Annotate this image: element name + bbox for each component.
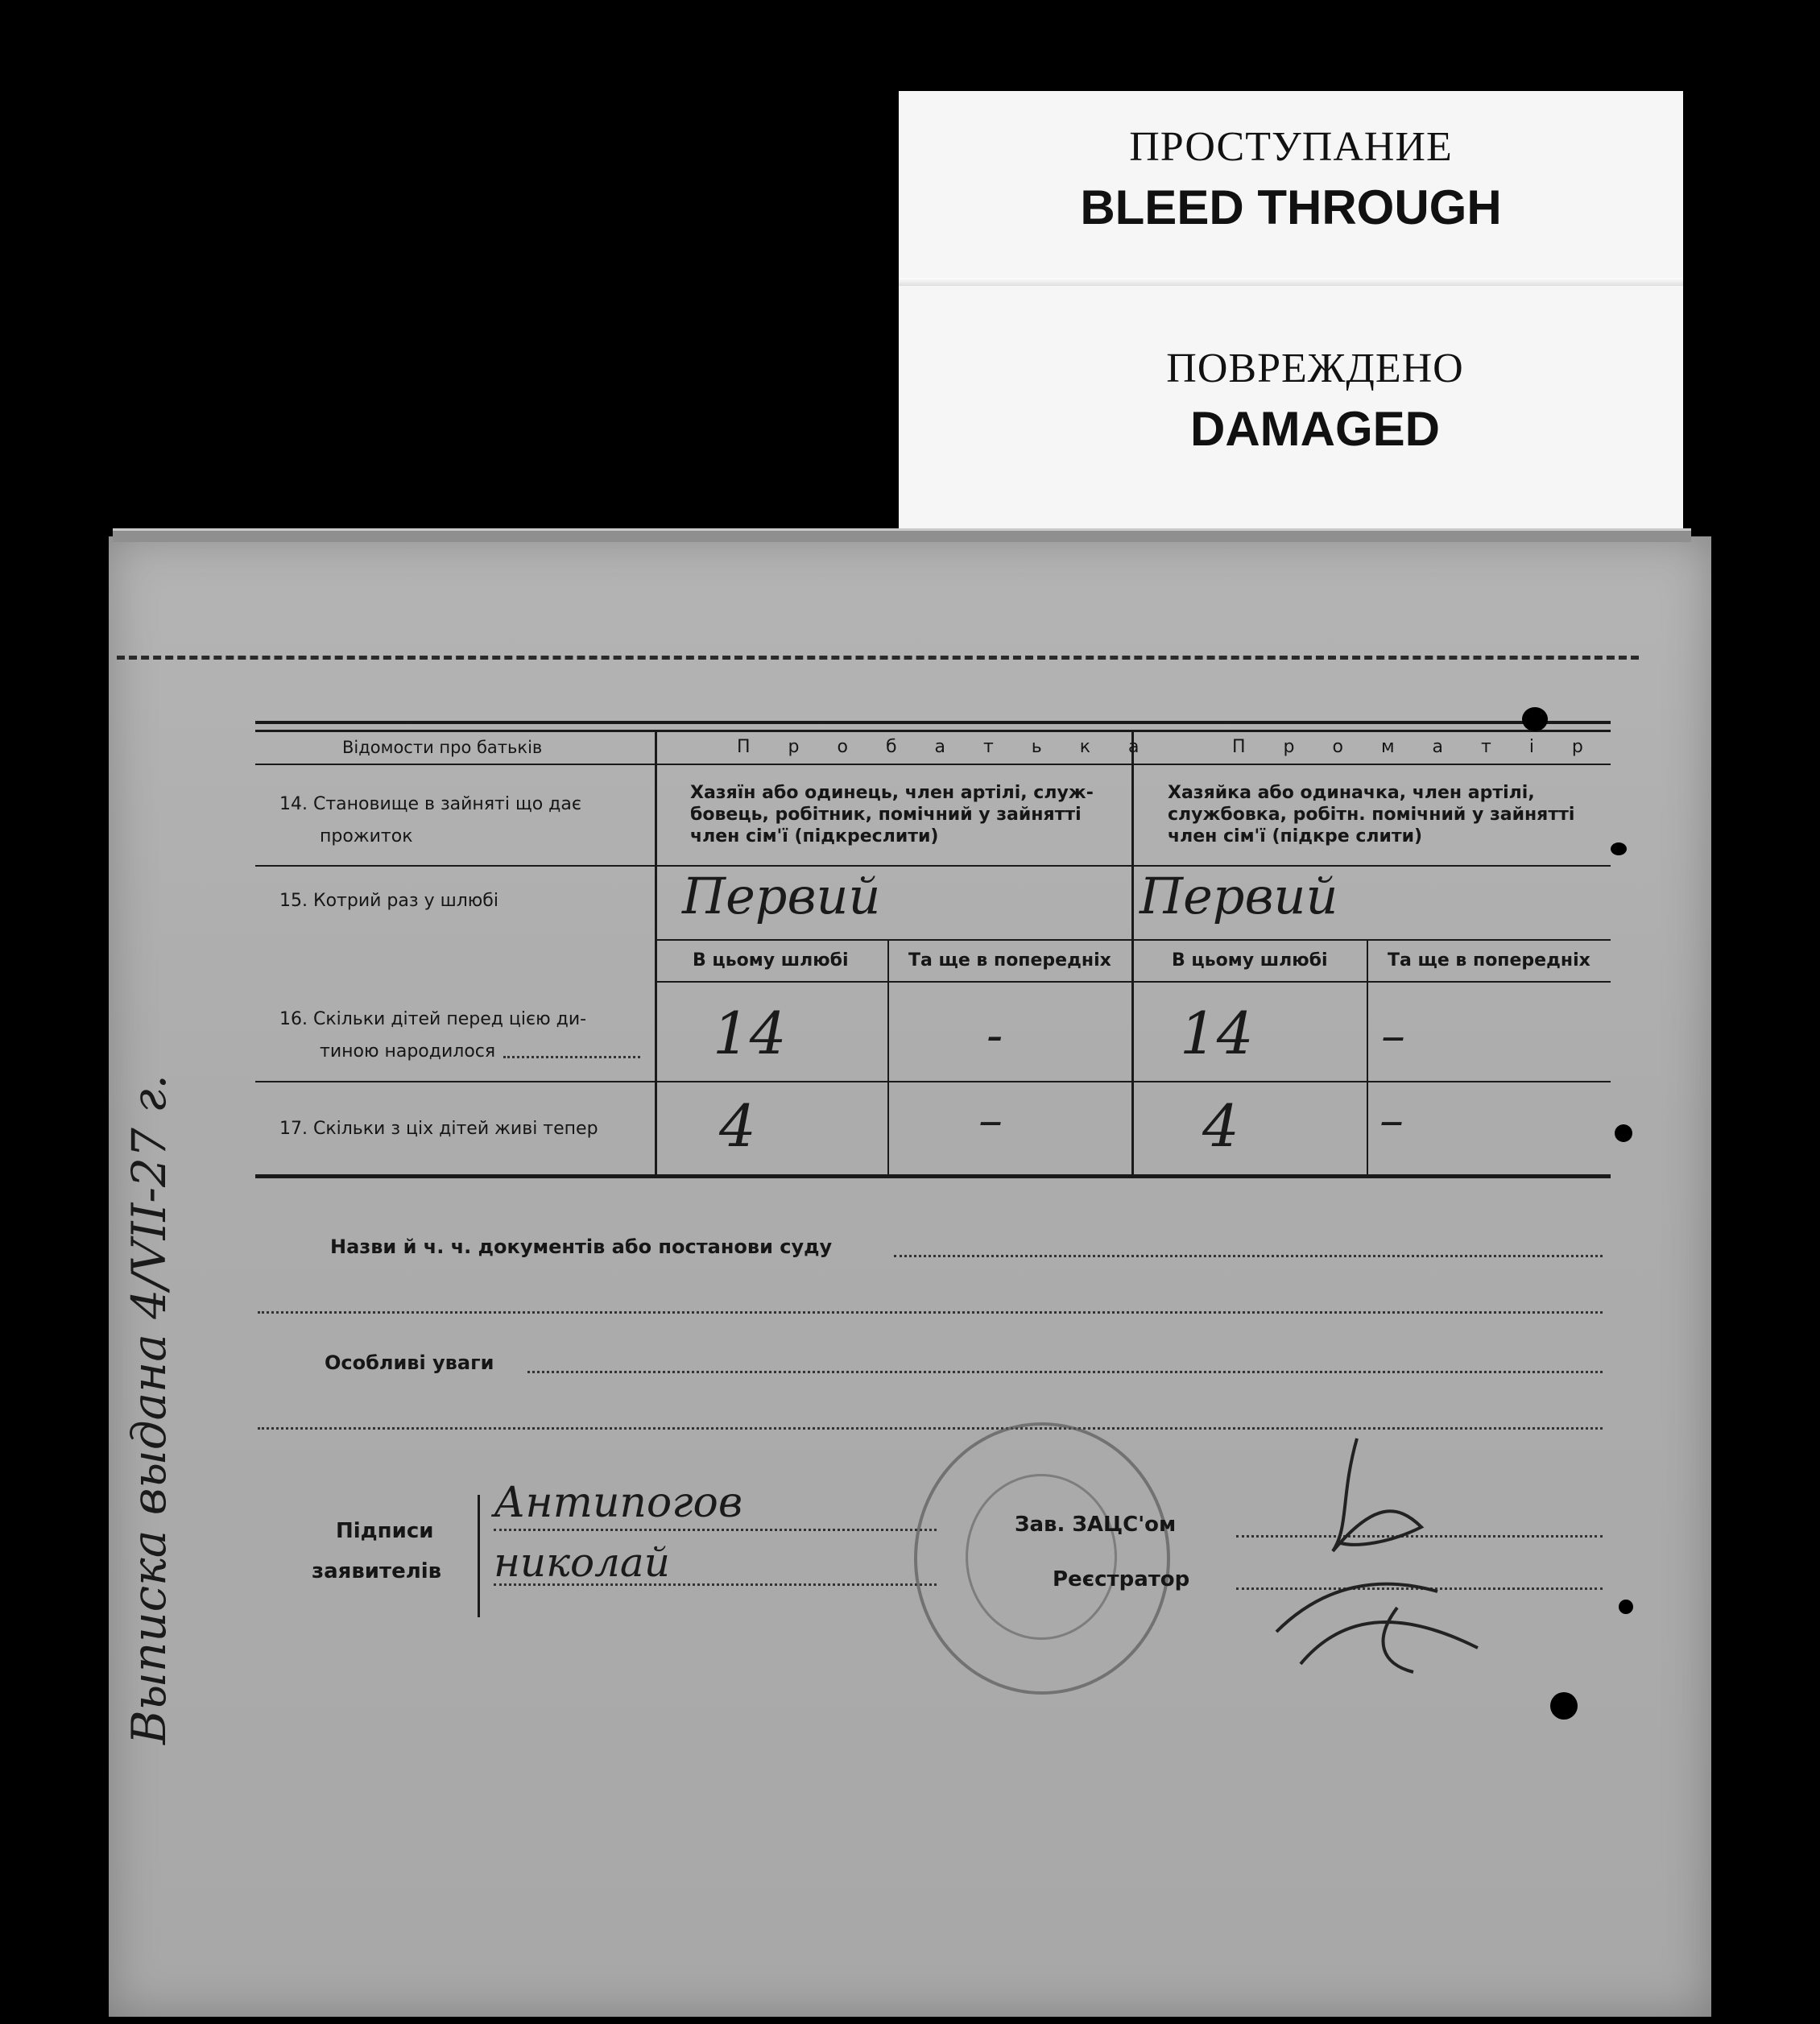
registrar-label: Реєстратор (1053, 1567, 1190, 1591)
row16-mother-this: 14 (1180, 1000, 1254, 1067)
notice-separator (899, 278, 1683, 286)
row17-father-this: 4 (719, 1092, 756, 1160)
row16-label-1: 16. Скільки дітей перед цією ди- (279, 1009, 587, 1029)
row16-father-this: 14 (713, 1000, 787, 1067)
row14-mother-2: службовка, робітн. помічний у зайнятті (1168, 805, 1575, 825)
table-bottom-rule (255, 1174, 1611, 1178)
signature-line-2 (494, 1583, 937, 1586)
col-divider-father (887, 939, 889, 1174)
table-top-rule (255, 721, 1611, 724)
signature-line-1 (494, 1529, 937, 1531)
sub-this-marriage-mother: В цьому шлюбі (1172, 950, 1328, 971)
row15-father-value: Первий (682, 867, 881, 925)
sub-previous-father: Та ще в попередніх (908, 950, 1111, 971)
row15-mother-value: Первий (1140, 867, 1338, 925)
hole-1 (1522, 707, 1548, 731)
damaged-ru: ПОВРЕЖДЕНО (1166, 346, 1464, 391)
documents-label: Назви й ч. ч. документів або постанови суду (330, 1236, 833, 1258)
sub-this-marriage-father: В цьому шлюбі (693, 950, 849, 971)
signatures-brace (478, 1495, 480, 1617)
row17-mother-this: 4 (1202, 1092, 1239, 1160)
col-divider-2 (1131, 732, 1134, 1174)
sub-previous-mother: Та ще в попередніх (1388, 950, 1590, 971)
bleed-through-en: BLEED THROUGH (1080, 180, 1502, 234)
documents-line-2 (258, 1311, 1603, 1314)
row14-rule (255, 865, 1611, 867)
col-divider-1 (655, 732, 657, 1174)
header-mother: П р о м а т і р (1232, 737, 1599, 757)
head-label: Зав. ЗАЦС'ом (1015, 1513, 1177, 1537)
row17-mother-prev: – (1379, 1092, 1404, 1149)
row14-mother-1: Хазяйка або одиначка, член артілі, (1168, 783, 1535, 803)
row14-mother-3: член сім'ї (підкре слити) (1168, 826, 1423, 846)
row14-father-3: член сім'ї (підкреслити) (690, 826, 939, 846)
header-father: П р о б а т ь к а (737, 737, 1156, 757)
row16-label-2: тиною народилося (320, 1041, 496, 1062)
header-rule (255, 764, 1611, 765)
row16-mother-prev: – (1381, 1008, 1405, 1064)
signatures-label-1: Підписи (336, 1519, 434, 1543)
row16-leader (503, 1056, 640, 1058)
document-sheet (109, 536, 1711, 2017)
row14-label-2: прожиток (320, 826, 413, 846)
margin-note: Выписка выдана 4/VII-27 г. (122, 1074, 176, 1745)
hole-5 (1611, 842, 1627, 855)
row16-rule (255, 1081, 1611, 1082)
row16-father-prev: - (987, 1008, 1003, 1064)
bleed-through-ru: ПРОСТУПАНИЕ (1129, 124, 1453, 170)
applicant-signature-2: николай (494, 1539, 670, 1586)
col-divider-mother (1367, 939, 1368, 1174)
header-col-info: Відомости про батьків (342, 738, 543, 757)
damaged-en: DAMAGED (1190, 402, 1440, 456)
signatures-label-2: заявителів (312, 1559, 442, 1583)
row14-label-1: 14. Становище в зайняті що дає (279, 794, 581, 814)
remarks-line-1 (527, 1371, 1603, 1373)
remarks-label: Особливі уваги (325, 1351, 494, 1374)
row14-father-2: бовець, робітник, помічний у зайнятті (690, 805, 1082, 825)
hole-4 (1619, 1600, 1633, 1614)
official-stamp (914, 1422, 1170, 1695)
row17-father-prev: – (978, 1092, 1003, 1149)
row15-label: 15. Котрий раз у шлюбі (279, 891, 498, 911)
hole-3 (1615, 1124, 1632, 1142)
row17-label: 17. Скільки з ціх дітей живі тепер (279, 1119, 598, 1139)
row14-father-1: Хазяїн або одинець, член артілі, служ- (690, 783, 1094, 803)
notice-card (899, 91, 1683, 550)
table-top-rule-2 (255, 730, 1611, 732)
tear-line (117, 656, 1639, 660)
official-signature-scrawl (1212, 1406, 1534, 1680)
documents-line-1 (894, 1255, 1603, 1257)
hole-2 (1550, 1692, 1578, 1720)
applicant-signature-1: Антипогов (494, 1479, 743, 1527)
